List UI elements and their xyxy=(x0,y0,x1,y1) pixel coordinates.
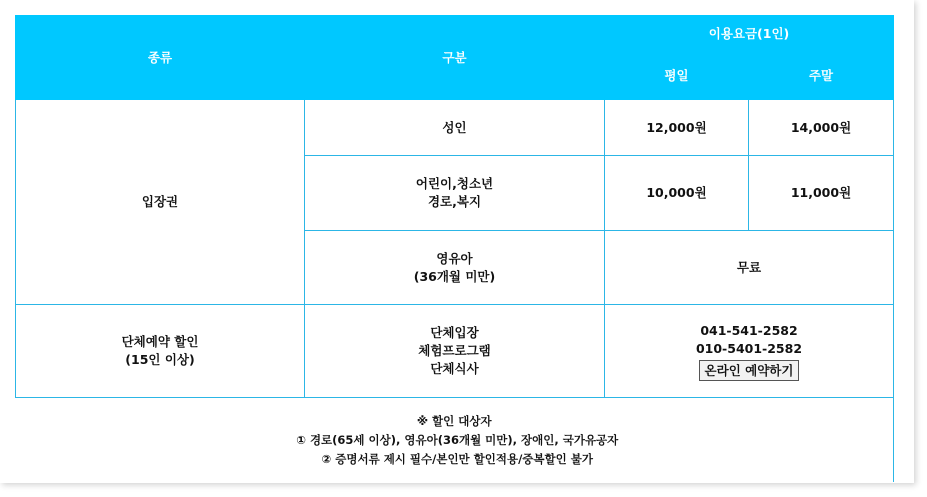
header-row xyxy=(16,16,894,53)
category-line: (36개월 미만) xyxy=(413,268,496,284)
group-category-line: 단체입장 xyxy=(430,325,479,340)
group-type-line: (15인 이상) xyxy=(125,352,195,367)
header-fee: 이용요금(1인) xyxy=(605,16,894,53)
category-line: 경로,복지 xyxy=(427,194,482,209)
category-line: 성인 xyxy=(442,119,467,135)
weekday-price: 12,000원 xyxy=(605,100,749,156)
category-cell xyxy=(305,231,605,305)
note-item: ② 증명서류 제시 필수/본인만 할인적용/중복할인 불가 xyxy=(321,451,593,466)
group-type-line: 단체예약 할인 xyxy=(121,334,199,349)
header-weekend: 주말 xyxy=(749,53,894,100)
group-contact-cell xyxy=(605,305,894,398)
category-line: 어린이,청소년 xyxy=(415,176,494,191)
table-row xyxy=(16,305,894,398)
notes-title: ※ 할인 대상자 xyxy=(416,413,492,428)
group-type-cell xyxy=(16,305,305,398)
admission-cell: 입장권 xyxy=(16,100,305,305)
weekend-price: 11,000원 xyxy=(749,156,894,231)
header-category: 구분 xyxy=(305,16,605,100)
notes-row xyxy=(16,398,894,483)
category-cell xyxy=(305,156,605,231)
table-row xyxy=(16,100,894,156)
category-cell xyxy=(305,100,605,156)
group-category-cell xyxy=(305,305,605,398)
price-table xyxy=(15,15,894,482)
group-category-line: 단체식사 xyxy=(430,361,479,376)
group-category-line: 체험프로그램 xyxy=(418,343,491,358)
weekend-price: 14,000원 xyxy=(749,100,894,156)
header-weekday: 평일 xyxy=(605,53,749,100)
note-item: ① 경로(65세 이상), 영유아(36개월 미만), 장애인, 국가유공자 xyxy=(296,432,619,447)
header-type: 종류 xyxy=(16,16,305,100)
category-line: 영유아 xyxy=(436,250,473,266)
notes-cell xyxy=(16,398,894,483)
free-price: 무료 xyxy=(605,231,894,305)
weekday-price: 10,000원 xyxy=(605,156,749,231)
phone-number: 041-541-2582 xyxy=(700,322,798,338)
phone-number: 010-5401-2582 xyxy=(695,340,803,356)
online-reservation-button[interactable]: 온라인 예약하기 xyxy=(699,360,800,381)
